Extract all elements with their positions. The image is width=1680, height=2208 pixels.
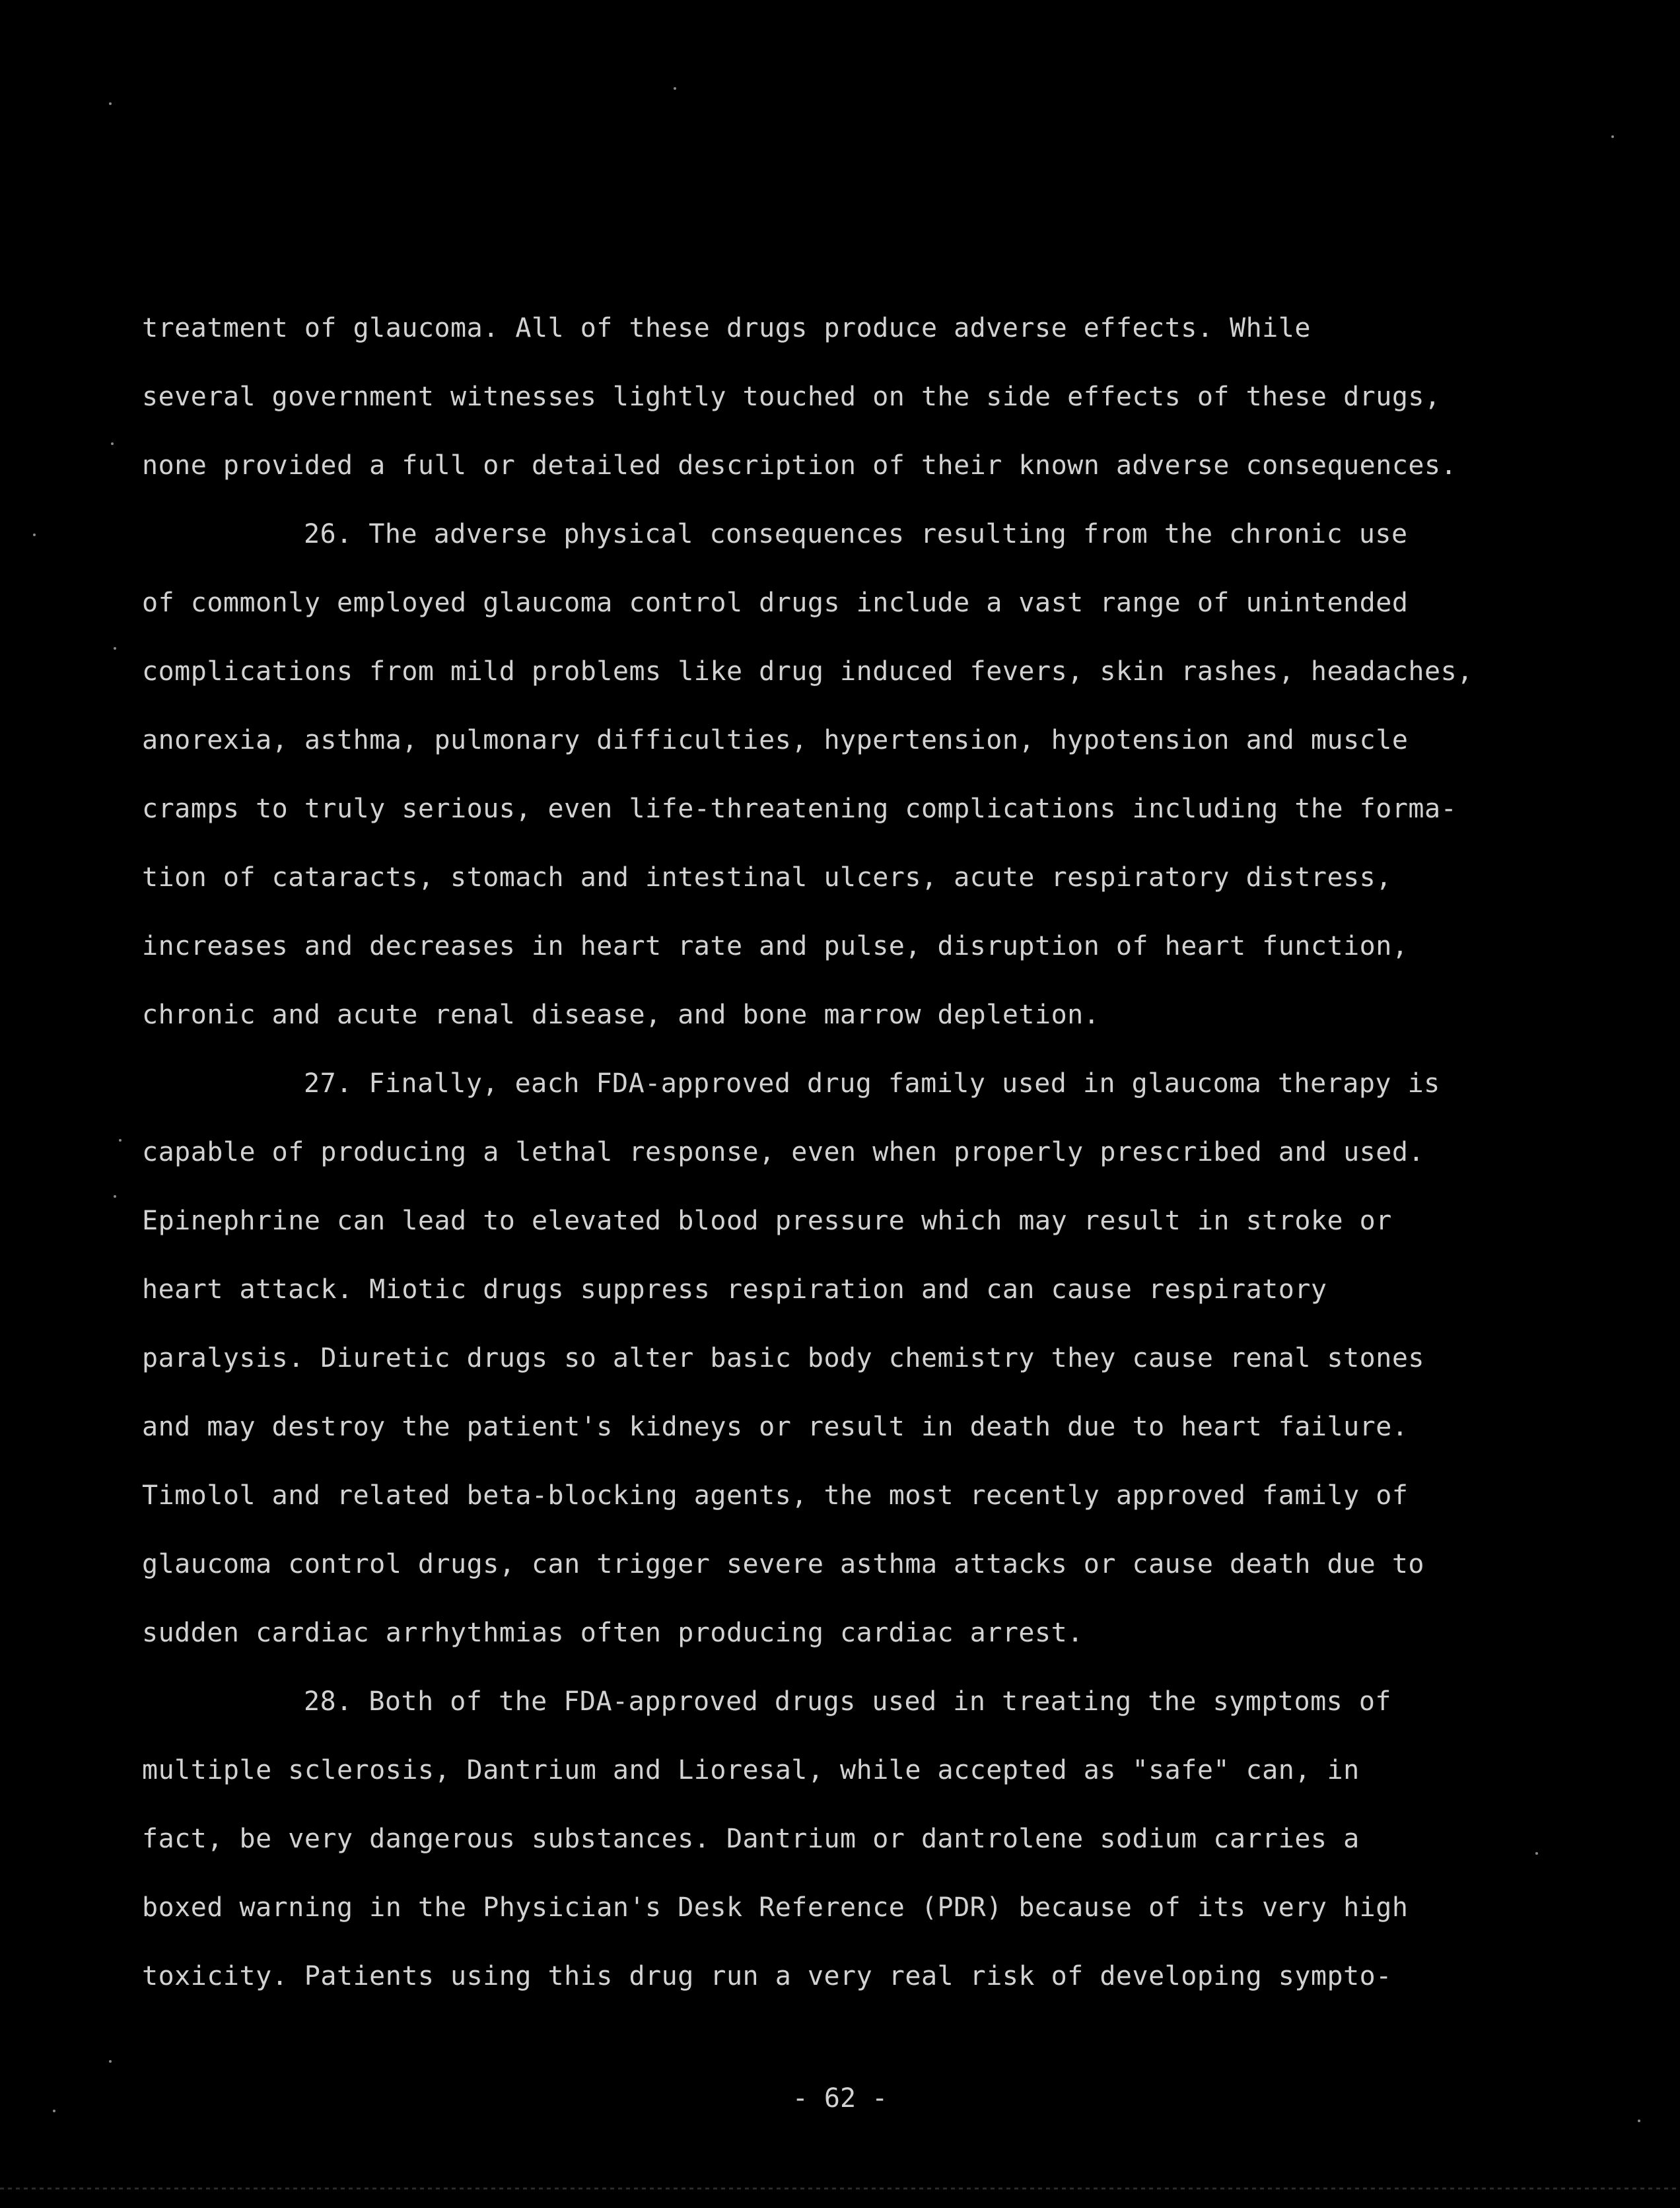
text-line: Epinephrine can lead to elevated blood pressure which may result in stroke or: [142, 1206, 1392, 1236]
text-line: anorexia, asthma, pulmonary difficulties, hypertension, hypotension and muscle: [142, 725, 1409, 755]
scan-speck: [674, 87, 676, 90]
scan-speck: [114, 647, 116, 650]
scan-speck: [53, 2110, 55, 2112]
scan-edge-divider: [0, 2188, 1680, 2190]
text-line: of commonly employed glaucoma control drugs include a vast range of unintended: [142, 588, 1409, 618]
scan-speck: [109, 102, 112, 105]
text-line: chronic and acute renal disease, and bone marrow depletion.: [142, 1000, 1100, 1030]
text-line: treatment of glaucoma. All of these drugs produce adverse effects. While: [142, 313, 1311, 343]
scan-speck: [1535, 1852, 1538, 1855]
text-line: increases and decreases in heart rate and pulse, disruption of heart function,: [142, 931, 1409, 961]
text-line: heart attack. Miotic drugs suppress respiration and can cause respiratory: [142, 1274, 1327, 1305]
text-line: glaucoma control drugs, can trigger severe asthma attacks or cause death due to: [142, 1549, 1424, 1579]
text-line: paralysis. Diuretic drugs so alter basic body chemistry they cause renal stones: [142, 1343, 1424, 1373]
text-line: sudden cardiac arrhythmias often producing cardiac arrest.: [142, 1618, 1084, 1648]
text-line: fact, be very dangerous substances. Dantrium or dantrolene sodium carries a: [142, 1824, 1360, 1854]
paragraph-27-start: 27. Finally, each FDA-approved drug family used in glaucoma therapy is: [304, 1068, 1440, 1099]
text-line: none provided a full or detailed description of their known adverse consequences.: [142, 450, 1457, 481]
scan-speck: [111, 442, 114, 445]
page-number: - 62 -: [792, 2083, 888, 2114]
scan-speck: [1638, 2120, 1640, 2122]
scan-speck: [109, 2060, 112, 2063]
paragraph-28-start: 28. Both of the FDA-approved drugs used in treating the symptoms of: [304, 1686, 1391, 1717]
text-line: cramps to truly serious, even life-threatening complications including the forma-: [142, 794, 1457, 824]
body-text: [142, 294, 1582, 2011]
text-line: toxicity. Patients using this drug run a very real risk of developing sympto-: [142, 1961, 1392, 1991]
text-line: boxed warning in the Physician's Desk Reference (PDR) because of its very high: [142, 1892, 1409, 1923]
text-line: capable of producing a lethal response, even when properly prescribed and used.: [142, 1137, 1424, 1167]
text-line: multiple sclerosis, Dantrium and Lioresal, while accepted as "safe" can, in: [142, 1755, 1360, 1785]
scan-speck: [33, 534, 36, 536]
text-line: Timolol and related beta-blocking agents, the most recently approved family of: [142, 1480, 1409, 1511]
text-line: and may destroy the patient's kidneys or result in death due to heart failure.: [142, 1412, 1409, 1442]
scan-speck: [1611, 135, 1614, 138]
text-line: complications from mild problems like drug induced fevers, skin rashes, headaches,: [142, 656, 1473, 687]
paragraph-26-start: 26. The adverse physical consequences resulting from the chronic use: [304, 519, 1408, 549]
scan-speck: [119, 1139, 122, 1142]
text-line: several government witnesses lightly touched on the side effects of these drugs,: [142, 382, 1441, 412]
text-line: tion of cataracts, stomach and intestinal ulcers, acute respiratory distress,: [142, 862, 1392, 893]
scan-speck: [114, 1195, 116, 1198]
